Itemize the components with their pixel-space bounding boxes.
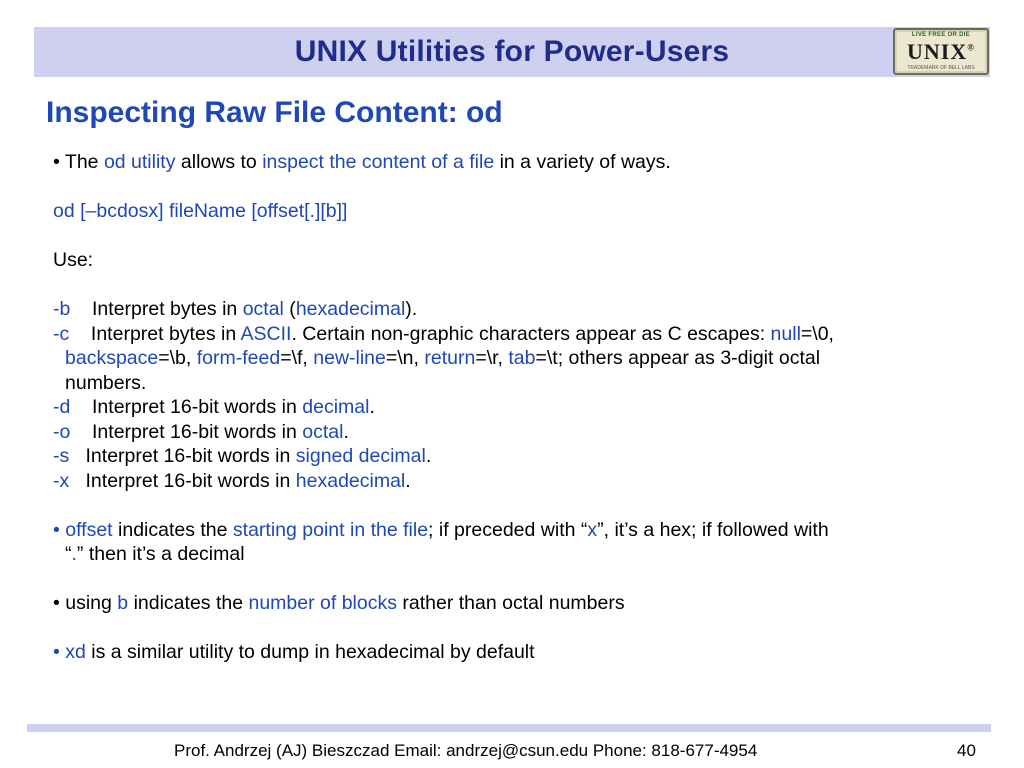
option-c: -c Interpret bytes in ASCII. Certain non-graphic characters appear as C escapes: null=\0, bbox=[53, 322, 834, 345]
use-label: Use: bbox=[53, 249, 94, 271]
option-b: -b Interpret bytes in octal (hexadecimal). bbox=[53, 298, 418, 320]
option-c-end: numbers. bbox=[65, 371, 147, 394]
xd-bullet: • xd is a similar utility to dump in hexadecimal by default bbox=[53, 641, 535, 663]
blocks-bullet: • using b indicates the number of blocks rather than octal numbers bbox=[53, 592, 625, 614]
offset-bullet-continued: “.” then it’s a decimal bbox=[65, 543, 245, 565]
section-heading: Inspecting Raw File Content: od bbox=[46, 96, 503, 129]
option-o: -o Interpret 16-bit words in octal. bbox=[53, 420, 349, 443]
offset-bullet: • offset indicates the starting point in the file; if preceded with “x”, it’s a hex; if followed with bbox=[53, 518, 829, 541]
od-syntax: od [–bcdosx] fileName [offset[.][b]] bbox=[53, 200, 348, 222]
intro-bullet: • The od utility allows to inspect the content of a file in a variety of ways. bbox=[53, 151, 671, 173]
slide-body bbox=[53, 150, 993, 665]
option-d: -d Interpret 16-bit words in decimal. bbox=[53, 396, 375, 418]
option-c-continued: backspace=\b, form-feed=\f, new-line=\n, return=\r, tab=\t; others appear as 3-digit octal bbox=[65, 347, 821, 369]
slide-title: UNIX Utilities for Power-Users bbox=[294, 35, 730, 68]
footer-contact: Prof. Andrzej (AJ) Bieszczad Email: andrzej@csun.edu Phone: 818-677-4954 bbox=[174, 741, 758, 760]
option-x: -x Interpret 16-bit words in hexadecimal. bbox=[53, 469, 411, 492]
footer-bar bbox=[27, 724, 991, 732]
page-number: 40 bbox=[957, 741, 976, 760]
unix-logo bbox=[893, 28, 989, 75]
option-s: -s Interpret 16-bit words in signed decimal. bbox=[53, 445, 432, 467]
logo-motto: LIVE FREE OR DIE bbox=[911, 32, 971, 38]
logo-wordmark: UNIX® bbox=[907, 39, 975, 64]
logo-trademark: TRADEMARK OF BELL LABS bbox=[907, 65, 975, 71]
